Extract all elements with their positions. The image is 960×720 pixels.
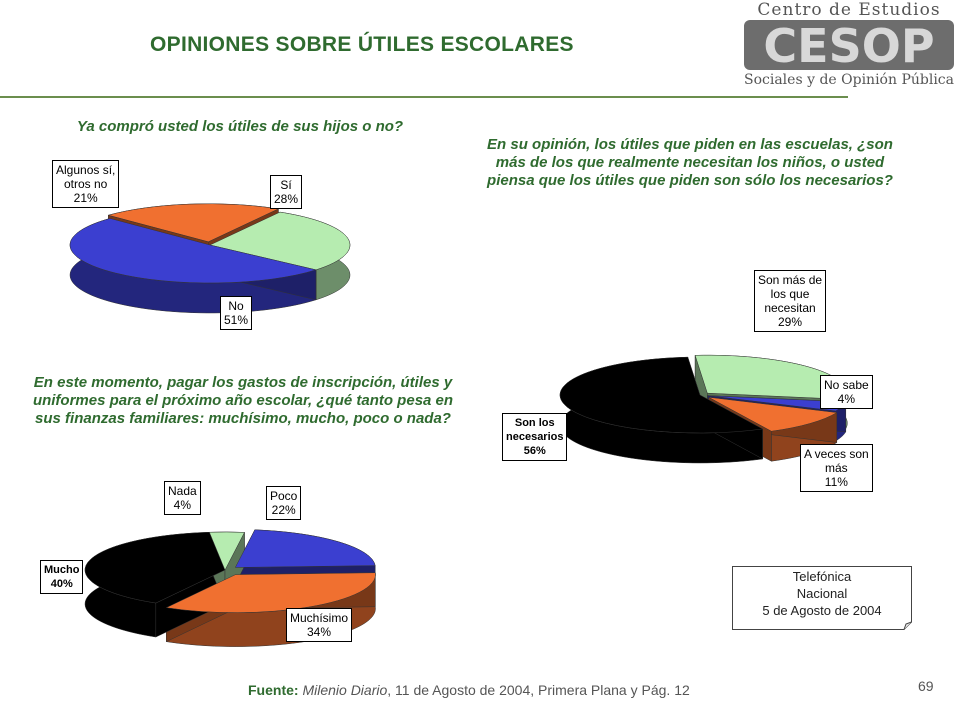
chart1-label-algunos-line2: otros no bbox=[64, 177, 108, 191]
chart1-label-si bbox=[270, 175, 302, 209]
chart1-label-si-line2: 28% bbox=[274, 192, 299, 206]
chart3-label-mucho-line1: Mucho bbox=[44, 564, 80, 576]
chart3-label-muchisimo bbox=[286, 608, 352, 642]
cesop-logo bbox=[738, 0, 960, 98]
chart2-label-son-mas-line3: necesitan bbox=[764, 301, 816, 315]
chart3-label-nada bbox=[164, 481, 201, 515]
slice-poco bbox=[235, 530, 375, 568]
chart2-question: En su opinión, los útiles que piden en las escuelas, ¿son más de los que realmente necesitan los niños, o usted piensa que los útiles que piden son sólo los necesarios? bbox=[487, 136, 893, 189]
logo-bottom-text: Sociales y de Opinión Pública bbox=[744, 72, 954, 88]
chart2-label-a-veces-line3: 11% bbox=[824, 475, 848, 489]
chart1-label-no bbox=[220, 296, 252, 330]
chart2-label-no-sabe bbox=[820, 375, 873, 409]
logo-mark bbox=[744, 20, 954, 70]
page-title: OPINIONES SOBRE ÚTILES ESCOLARES bbox=[150, 33, 574, 56]
chart2-label-no-sabe-line1: No sabe bbox=[824, 378, 869, 392]
chart3-question: En este momento, pagar los gastos de inscripción, útiles y uniformes para el próximo año escolar, ¿qué tanto pesa en sus finanzas familiares: muchísimo, mucho, poco o nada? bbox=[32, 374, 454, 427]
chart2-label-no-sabe-line2: 4% bbox=[837, 392, 856, 406]
chart3-label-nada-line1: Nada bbox=[168, 484, 197, 498]
chart2-label-necesarios-line1: Son los bbox=[514, 417, 555, 429]
chart2-label-son-mas-line1: Son más de bbox=[758, 273, 823, 287]
chart2-label-a-veces-line2: más bbox=[825, 461, 848, 475]
chart3-label-muchisimo-line2: 34% bbox=[306, 625, 332, 639]
survey-note-line3: 5 de Agosto de 2004 bbox=[762, 603, 882, 618]
chart1-question: Ya compró usted los útiles de sus hijos o no? bbox=[76, 118, 404, 135]
chart3-label-mucho-line2: 40% bbox=[50, 578, 73, 590]
chart2-label-necesarios-line2: necesarios bbox=[506, 431, 564, 443]
source-details: , 11 de Agosto de 2004, Primera Plana y Pág. 12 bbox=[387, 682, 690, 698]
chart3-label-mucho bbox=[40, 560, 83, 594]
source-citation bbox=[248, 682, 690, 698]
chart2-label-necesarios bbox=[502, 413, 567, 461]
title-divider bbox=[0, 96, 848, 98]
chart3-label-poco bbox=[266, 486, 301, 520]
survey-note-line2: Nacional bbox=[796, 586, 848, 601]
chart2-label-son-mas bbox=[754, 270, 826, 332]
chart3-label-poco-line2: 22% bbox=[271, 503, 296, 517]
survey-note-line1: Telefónica bbox=[792, 569, 852, 584]
chart1-label-si-line1: Sí bbox=[280, 178, 292, 192]
chart2-label-son-mas-line4: 29% bbox=[778, 315, 803, 329]
survey-note bbox=[732, 568, 912, 619]
chart2-label-a-veces-line1: A veces son bbox=[804, 447, 869, 461]
chart2-label-a-veces bbox=[800, 444, 873, 492]
chart1-label-algunos bbox=[52, 160, 119, 208]
chart3-label-nada-line2: 4% bbox=[173, 498, 192, 512]
chart1-label-no-line1: No bbox=[228, 299, 244, 313]
chart1-pie bbox=[60, 200, 360, 320]
chart1-label-no-line2: 51% bbox=[224, 313, 249, 327]
chart2-label-son-mas-line2: los que bbox=[770, 287, 810, 301]
chart2-label-necesarios-line3: 56% bbox=[523, 445, 546, 457]
source-label: Fuente: bbox=[248, 682, 299, 698]
logo-top-text: Centro de Estudios bbox=[757, 0, 941, 20]
chart1-label-algunos-line1: Algunos sí, bbox=[56, 163, 116, 177]
chart3-label-poco-line1: Poco bbox=[270, 489, 298, 503]
chart1-label-algunos-line3: 21% bbox=[73, 191, 98, 205]
page-number: 69 bbox=[918, 678, 934, 694]
chart3-label-muchisimo-line1: Muchísimo bbox=[290, 611, 349, 625]
logo-mark-text: CESOP bbox=[763, 20, 935, 70]
source-publication: Milenio Diario bbox=[302, 682, 388, 698]
